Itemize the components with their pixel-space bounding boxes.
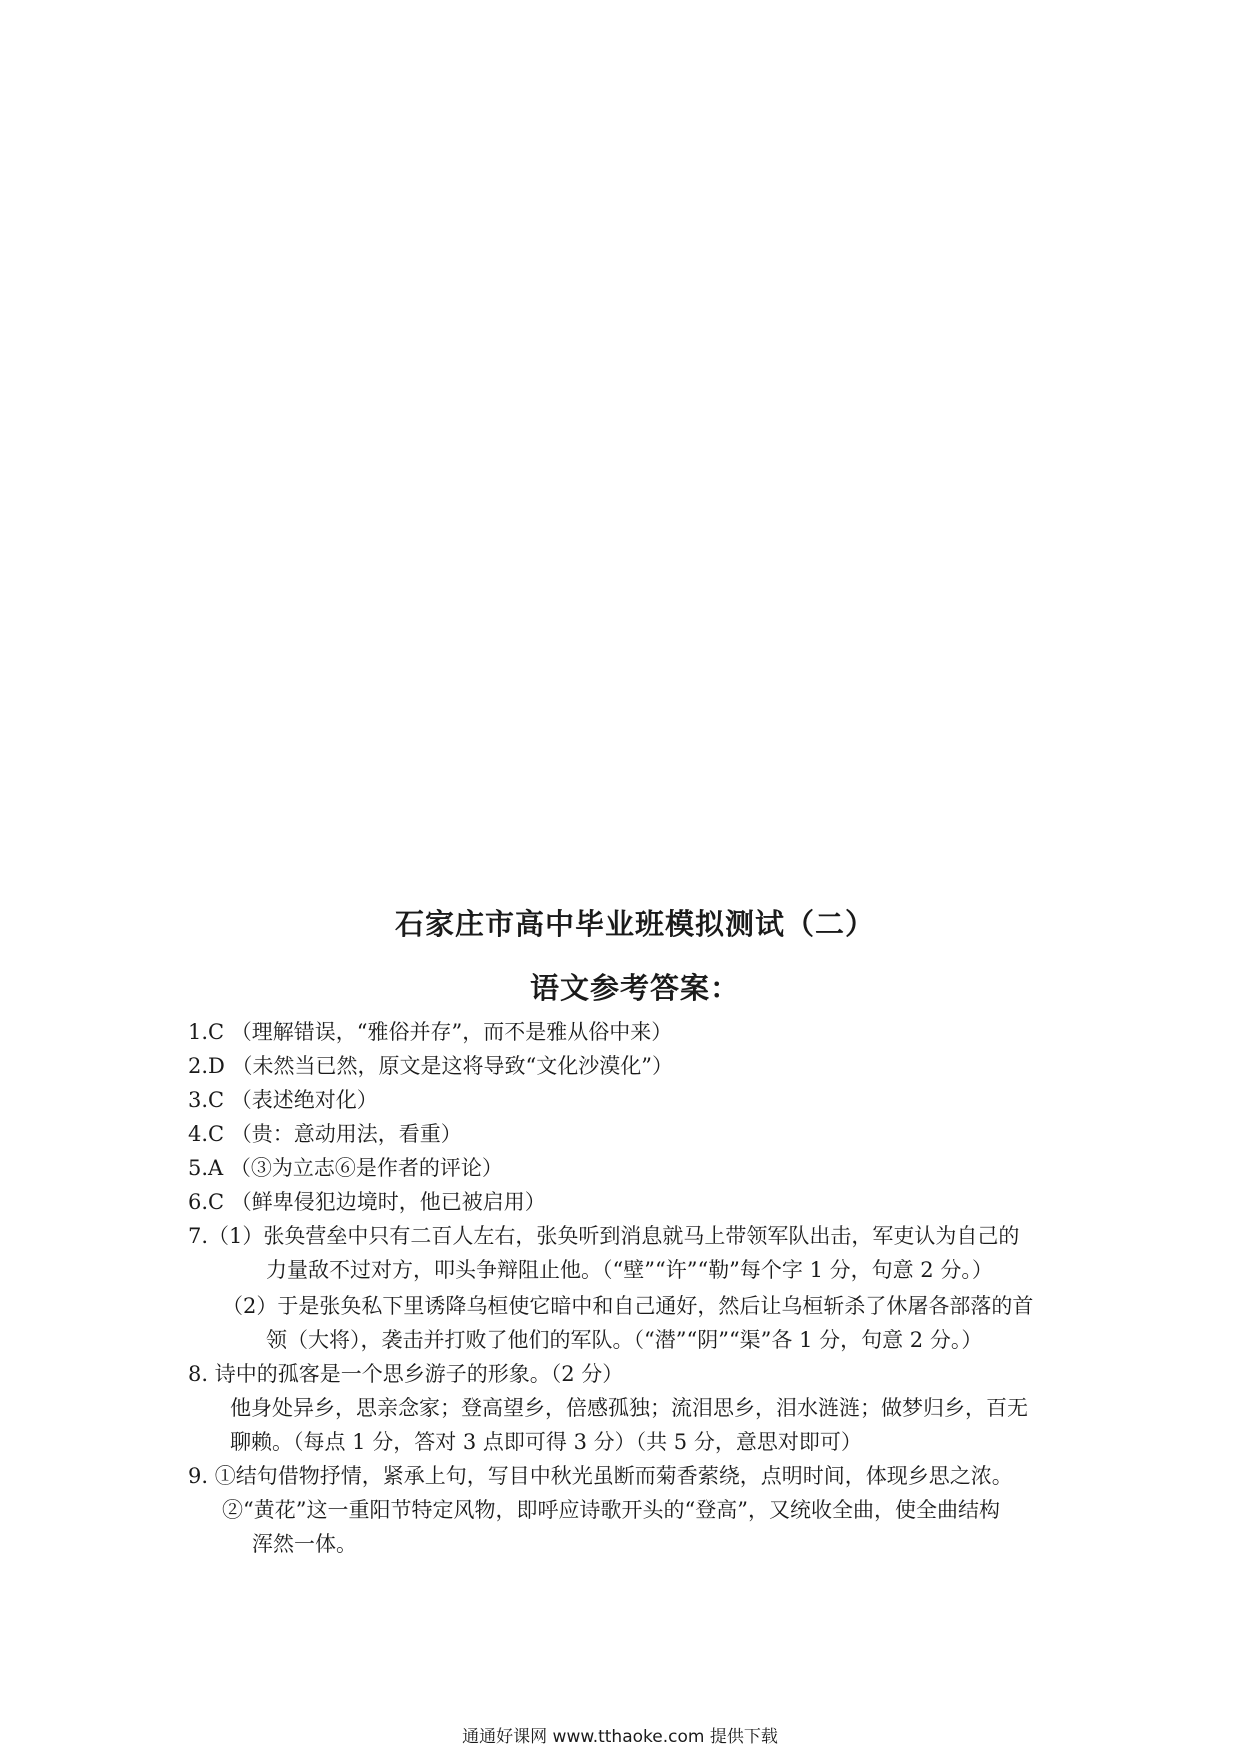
answer-line-8: 8. 诗中的孤客是一个思乡游子的形象。（2 分） xyxy=(188,1362,624,1386)
answer-line-5: 5.A （③为立志⑥是作者的评论） xyxy=(188,1156,503,1180)
answer-line-9-2-cont: 浑然一体。 xyxy=(252,1532,357,1556)
answer-line-3: 3.C （表述绝对化） xyxy=(188,1088,378,1112)
answer-line-7-2: （2）于是张奂私下里诱降乌桓使它暗中和自己通好，然后让乌桓斩杀了休屠各部落的首 xyxy=(222,1294,1034,1318)
answer-line-6: 6.C （鲜卑侵犯边境时，他已被启用） xyxy=(188,1190,546,1214)
answer-line-8-cont-1: 他身处异乡，思亲念家；登高望乡，倍感孤独；流泪思乡，泪水涟涟；做梦归乡，百无 xyxy=(230,1396,1028,1420)
answer-line-7-1: 7.（1）张奂营垒中只有二百人左右，张奂听到消息就马上带领军队出击，军吏认为自己的 xyxy=(188,1224,1020,1248)
answer-line-1: 1.C （理解错误，“雅俗并存”，而不是雅从俗中来） xyxy=(188,1020,673,1044)
answer-line-7-2-cont: 领（大将），袭击并打败了他们的军队。（“潜”“阴”“渠”各 1 分，句意 2 分。） xyxy=(266,1328,983,1352)
answer-line-9-1: 9. ①结句借物抒情，紧承上句，写目中秋光虽断而菊香萦绕，点明时间，体现乡思之浓。 xyxy=(188,1464,1013,1488)
answer-line-2: 2.D （未然当已然，原文是这将导致“文化沙漠化”） xyxy=(188,1054,674,1078)
answer-line-9-2: ②“黄花”这一重阳节特定风物，即呼应诗歌开头的“登高”，又统收全曲，使全曲结构 xyxy=(222,1498,1000,1522)
footer-source: 通通好课网 www.tthaoke.com 提供下载 xyxy=(462,1727,778,1747)
answer-line-4: 4.C （贵：意动用法，看重） xyxy=(188,1122,462,1146)
answer-line-7-1-cont: 力量敌不过对方，叩头争辩阻止他。（“壁”“许”“勒”每个字 1 分，句意 2 分。） xyxy=(266,1258,993,1282)
document-title: 石家庄市高中毕业班模拟测试（二） xyxy=(394,907,875,941)
document-subtitle: 语文参考答案： xyxy=(529,971,740,1005)
answer-line-8-cont-2: 聊赖。（每点 1 分，答对 3 点即可得 3 分）（共 5 分，意思对即可） xyxy=(230,1430,862,1454)
